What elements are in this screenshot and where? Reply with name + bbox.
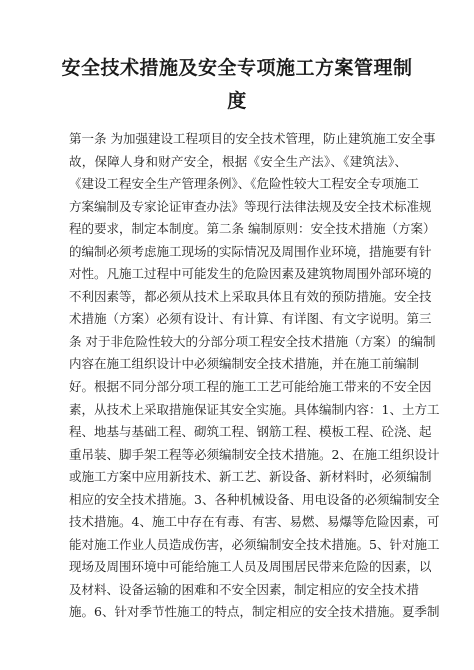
body-text-line: 好。根据不同分部分项工程的施工工艺可能给施工带来的不安全因 [69, 379, 432, 395]
body-text-line: 重吊装、脚手架工程等必须编制安全技术措施。2、在施工组织设计 [69, 446, 440, 462]
body-text-line: 程的要求，制定本制度。第二条 编制原则：安全技术措施（方案） [69, 221, 436, 237]
body-text-line: 不利因素等，都必须从技术上采取具体且有效的预防措施。安全技 [69, 288, 432, 304]
body-text-line: 的编制必须考虑施工现场的实际情况及周围作业环境，措施要有针 [69, 243, 432, 259]
body-text-line: 条 对于非危险性较大的分部分项工程安全技术措施（方案）的编制 [69, 333, 436, 349]
body-text-line: 及材料、设备运输的困难和不安全因素，制定相应的安全技术措 [69, 581, 420, 597]
title-line: 度 [227, 90, 247, 112]
body-text-line: 施。6、针对季节性施工的特点，制定相应的安全技术措施。夏季制 [69, 604, 440, 620]
body-text-line: 或施工方案中应用新技术、新工艺、新设备、新材料时，必须编制 [69, 469, 432, 485]
body-text-line: 方案编制及专家论证审查办法》等现行法律法规及安全技术标准规 [69, 198, 432, 214]
body-text-line: 相应的安全技术措施。3、各种机械设备、用电设备的必须编制安全 [69, 491, 440, 507]
body-text-line: 对性。凡施工过程中可能发生的危险因素及建筑物周围外部环境的 [69, 266, 432, 282]
body-text-line: 现场及周围环境中可能给施工人员及周围居民带来危险的因素，以 [69, 559, 432, 575]
document-title [60, 52, 414, 118]
body-text-line: 术措施（方案）必须有设计、有计算、有详图、有文字说明。第三 [69, 311, 432, 327]
body-text-line: 能对施工作业人员造成伤害，必须编制安全技术措施。5、针对施工 [69, 536, 440, 552]
body-text-line: 第一条 为加强建设工程项目的安全技术管理，防止建筑施工安全事 [69, 131, 436, 146]
body-text-line: 程、地基与基础工程、砌筑工程、钢筋工程、模板工程、砼浇、起 [69, 424, 432, 440]
document-body [69, 128, 440, 624]
body-text-line: 故，保障人身和财产安全，根据《安全生产法》、《建筑法》、 [69, 153, 407, 169]
title-line: 安全技术措施及安全专项施工方案管理制 [61, 57, 413, 79]
body-text-line: 素，从技术上采取措施保证其安全实施。具体编制内容：1、土方工 [69, 401, 440, 417]
body-text-line: 内容在施工组织设计中必须编制安全技术措施，并在施工前编制 [69, 356, 420, 372]
body-text-line: 《建设工程安全生产管理条例》、《危险性较大工程安全专项施工 [69, 176, 420, 192]
body-text-line: 技术措施。4、施工中存在有毒、有害、易燃、易爆等危险因素，可 [69, 514, 440, 530]
